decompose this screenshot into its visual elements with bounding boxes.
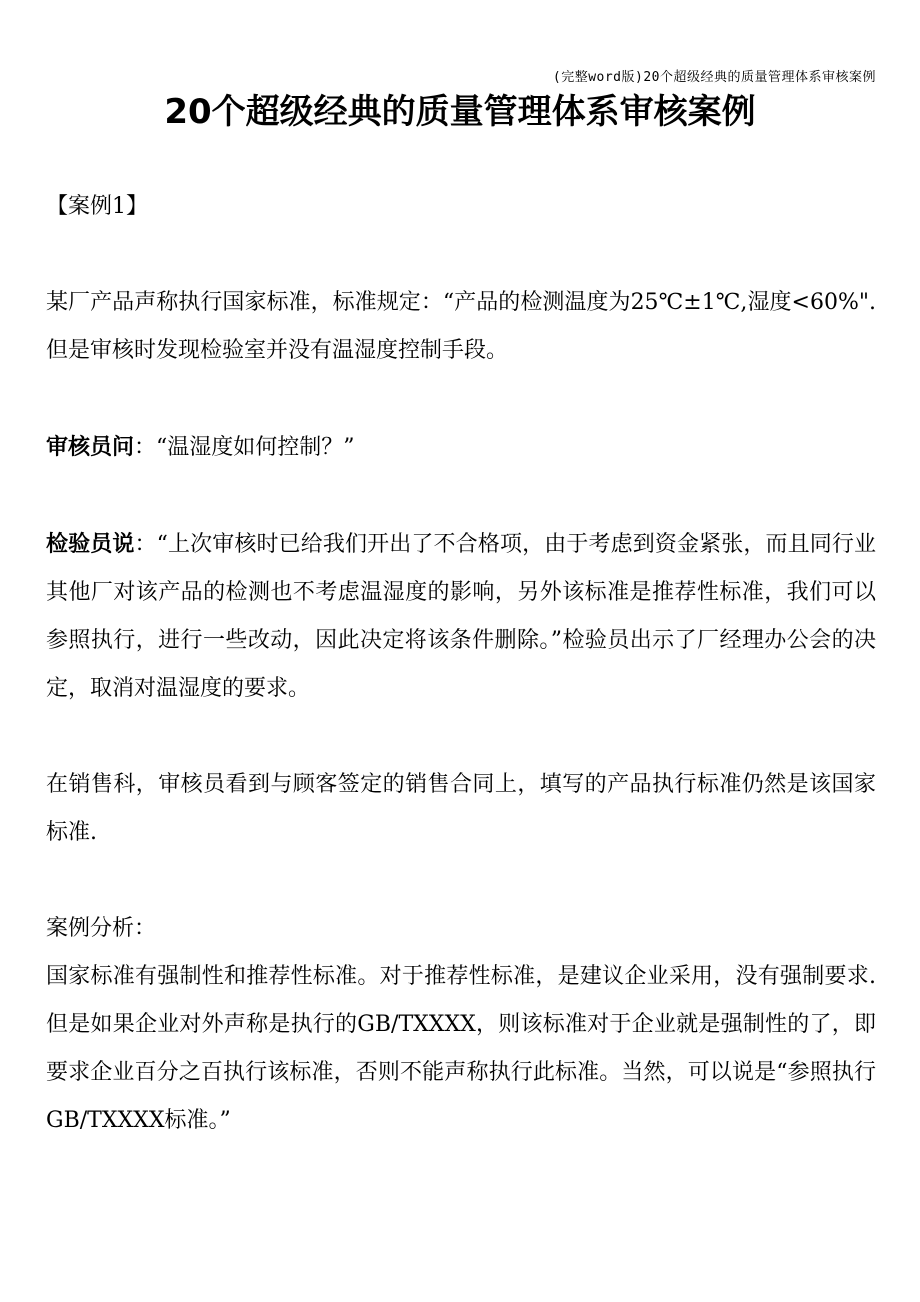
auditor-question-text: ：“温湿度如何控制？” bbox=[134, 435, 355, 460]
analysis-heading: 案例分析： bbox=[46, 916, 157, 941]
document-header-note: (完整word版)20个超级经典的质量管理体系审核案例 bbox=[552, 70, 876, 85]
inspector-answer-text: ：“上次审核时已给我们开出了不合格项，由于考虑到资金紧张，而且同行业其他厂对该产品的检测也不考虑温湿度的影响，另外该标准是推荐性标准，我们可以参照执行，进行一些改动，因此决定将该条件删除。”检验员出示了厂经理办公会的决定，取消对温湿度的要求。 bbox=[46, 532, 876, 701]
sales-department-paragraph: 在销售科，审核员看到与顾客签定的销售合同上，填写的产品执行标准仍然是该国家标准. bbox=[46, 772, 876, 845]
paragraph-gap bbox=[46, 713, 876, 761]
analysis-paragraph: 国家标准有强制性和推荐性标准。对于推荐性标准，是建议企业采用，没有强制要求.但是如果企业对外声称是执行的GB/TXXXX，则该标准对于企业就是强制性的了，即要求企业百分之百执行该标准，否则不能声称执行此标准。当然，可以说是“参照执行GB/TXXXX标准。” bbox=[46, 964, 876, 1133]
auditor-label: 审核员问 bbox=[46, 434, 135, 460]
inspector-answer-paragraph bbox=[46, 520, 876, 713]
document-title: 20个超级经典的质量管理体系审核案例 bbox=[164, 92, 756, 132]
paragraph-gap bbox=[46, 231, 876, 279]
case-label: 【案例1】 bbox=[46, 194, 148, 219]
case-description-paragraph: 某厂产品声称执行国家标准，标准规定：“产品的检测温度为25℃±1℃,湿度<60%".但是审核时发现检验室并没有温湿度控制手段。 bbox=[46, 290, 876, 363]
document-body bbox=[46, 183, 876, 1145]
paragraph-gap bbox=[46, 472, 876, 520]
inspector-label: 检验员说 bbox=[46, 531, 135, 557]
paragraph-gap bbox=[46, 857, 876, 905]
paragraph-gap bbox=[46, 375, 876, 423]
auditor-question-paragraph bbox=[46, 423, 876, 472]
